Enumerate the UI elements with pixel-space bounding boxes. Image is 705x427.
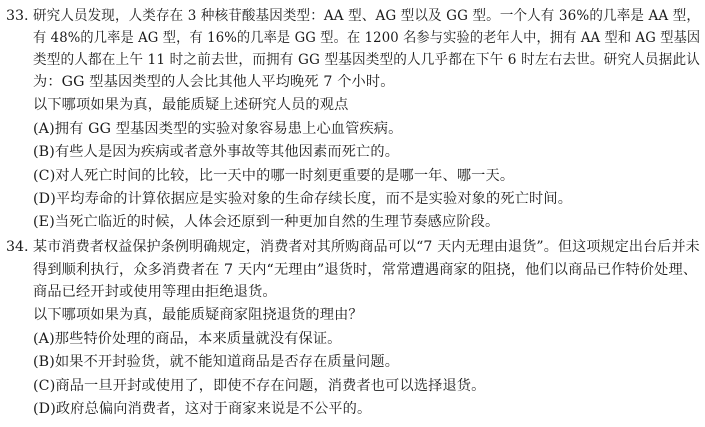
answer-option-c: (C)商品一旦开封或使用了，即使不存在问题，消费者也可以选择退货。 <box>33 378 486 394</box>
question-prompt: 以下哪项如果为真，最能质疑上述研究人员的观点 <box>33 97 349 113</box>
question-number: 34. <box>6 239 29 255</box>
question-stem-line: 有 48%的几率是 AG 型，有 16%的几率是 GG 型。在 1200 名参与实验的老年人中，拥有 AA 型和 AG 型基因 <box>33 30 701 46</box>
answer-option-c: (C)对人死亡时间的比较，比一天中的哪一时刻更重要的是哪一年、哪一天。 <box>33 168 515 184</box>
answer-option-a: (A)拥有 GG 型基因类型的实验对象容易患上心血管疾病。 <box>33 121 403 137</box>
question-stem-line: 类型的人都在上午 11 时之前去世，而拥有 GG 型基因类型的人几乎都在下午 6 时左右去世。研究人员据此认 <box>33 52 700 68</box>
question-stem-line: 得到顺利执行，众多消费者在 7 天内“无理由”退货时，常常遭遇商家的阻挠，他们以商品已作特价处理、 <box>33 262 698 278</box>
answer-option-b: (B)有些人是因为疾病或者意外事故等其他因素而死亡的。 <box>33 144 400 160</box>
answer-option-e: (E)当死亡临近的时候，人体会还原到一种更加自然的生理节奏感应阶段。 <box>33 214 500 230</box>
answer-option-d: (D)平均寿命的计算依据应是实验对象的生命存续长度，而不是实验对象的死亡时间。 <box>33 191 573 207</box>
question-stem-line: 为：GG 型基因类型的人会比其他人平均晚死 7 个小时。 <box>33 74 395 90</box>
question-stem-line: 研究人员发现，人类存在 3 种核苷酸基因类型：AA 型、AG 型以及 GG 型。一个人有 36%的几率是 AA 型， <box>33 8 701 24</box>
answer-option-a: (A)那些特价处理的商品，本来质量就没有保证。 <box>33 331 342 347</box>
question-number: 33. <box>6 8 29 24</box>
answer-option-d: (D)政府总偏向消费者，这对于商家来说是不公平的。 <box>33 401 372 417</box>
question-stem-line: 某市消费者权益保护条例明确规定，消费者对其所购商品可以“7 天内无理由退货”。但这项规定出台后并未 <box>33 239 700 255</box>
question-stem-line: 商品已经开封或使用等理由拒绝退货。 <box>33 284 277 300</box>
answer-option-b: (B)如果不开封验货，就不能知道商品是否存在质量问题。 <box>33 354 400 370</box>
question-prompt: 以下哪项如果为真，最能质疑商家阻挠退货的理由？ <box>33 307 363 323</box>
